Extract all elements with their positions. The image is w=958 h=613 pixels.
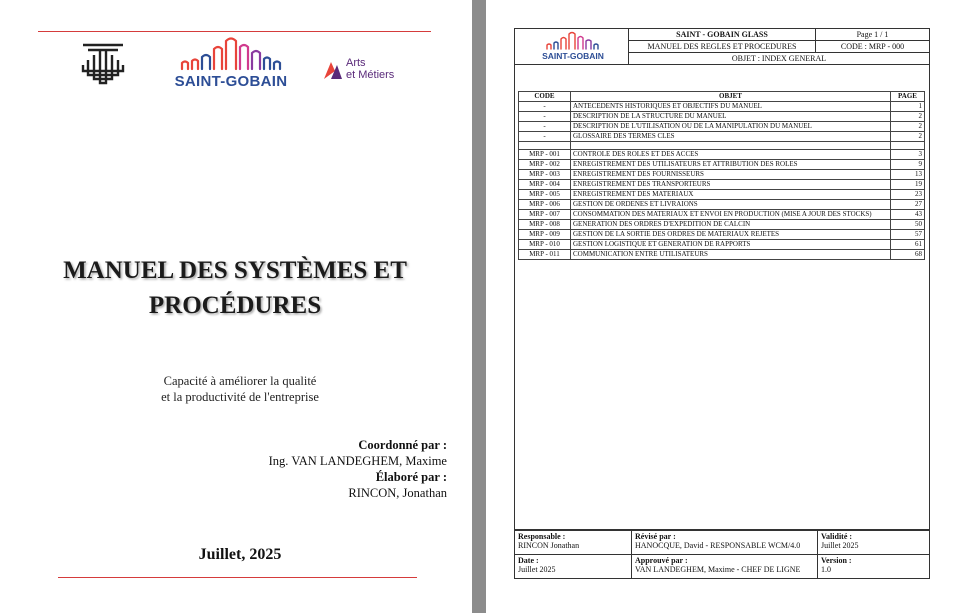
index-row [519,142,925,150]
index-row-code: - [519,122,571,132]
index-row-page: 19 [891,180,925,190]
header-wordmark: SAINT-GOBAIN [542,51,604,61]
general-index-table [518,91,925,260]
index-row [519,112,925,122]
index-row-code: MRP - 007 [519,210,571,220]
index-row [519,200,925,210]
subtitle-line-2: et la productivité de l'entreprise [161,390,319,404]
index-row-code: MRP - 004 [519,180,571,190]
footer-version-value: 1.0 [821,565,831,574]
footer-revise-cell [632,531,818,555]
top-red-rule [38,31,431,32]
index-row-object: GESTION DE ORDENES ET LIVRAIONS [571,200,891,210]
index-row [519,220,925,230]
index-row-page: 13 [891,170,925,180]
header-company: SAINT - GOBAIN GLASS [629,29,816,41]
header-saint-gobain-logo [533,31,613,63]
index-row-code: MRP - 011 [519,250,571,260]
header-page-number: Page 1 / 1 [816,29,930,41]
index-row-object: CONTROLE DES ROLES ET DES ACCES [571,150,891,160]
index-row-page: 9 [891,160,925,170]
elaborated-value: RINCON, Jonathan [348,486,447,500]
footer-date-cell [515,555,632,579]
index-row-object: GENERATION DES ORDRES D'EXPEDITION DE CALCIN [571,220,891,230]
index-row-page: 57 [891,230,925,240]
footer-validite-value: Juillet 2025 [821,541,859,550]
arts-et-metiers-mark-icon [322,59,344,81]
index-page [486,0,958,613]
footer-responsable-value: RINCON Jonathan [518,541,580,550]
index-row-page [891,142,925,150]
index-row-object: ENREGISTREMENT DES FOURNISSEURS [571,170,891,180]
saint-gobain-skyline-icon [160,35,302,75]
index-row-page: 2 [891,132,925,142]
index-row-code: MRP - 008 [519,220,571,230]
index-row [519,170,925,180]
index-row [519,150,925,160]
index-row-object: COMMUNICATION ENTRE UTILISATEURS [571,250,891,260]
index-row-code: MRP - 002 [519,160,571,170]
footer-approuve-cell [632,555,818,579]
index-row [519,190,925,200]
coordinated-label: Coordonné par : [358,438,447,452]
credits-block [180,437,447,501]
index-row [519,210,925,220]
index-row [519,180,925,190]
arts-et-metiers-text-1: Arts [346,57,366,69]
index-row-object: ENREGISTREMENT DES MATERIAUX [571,190,891,200]
footer-approuve-value: VAN LANDEGHEM, Maxime - CHEF DE LIGNE [635,565,801,574]
index-row-code: MRP - 009 [519,230,571,240]
institution-emblem-logo [80,41,126,87]
index-row-page: 1 [891,102,925,112]
footer-version-cell [818,555,930,579]
index-header-row [519,92,925,102]
page-divider [472,0,486,613]
index-row-page: 2 [891,112,925,122]
header-logo-cell [515,29,629,65]
index-row [519,132,925,142]
index-row-object: ENREGISTREMENT DES TRANSPORTEURS [571,180,891,190]
arts-et-metiers-text-2: et Métiers [346,69,395,81]
index-row-page: 2 [891,122,925,132]
index-row-page: 27 [891,200,925,210]
index-row-code: - [519,102,571,112]
footer-revise-label: Révisé par : [635,532,676,541]
index-row-page: 50 [891,220,925,230]
index-row [519,122,925,132]
index-row-code [519,142,571,150]
header-object: OBJET : INDEX GENERAL [629,53,930,65]
index-row-object: ENREGISTREMENT DES UTILISATEURS ET ATTRIBUTION DES ROLES [571,160,891,170]
footer-responsable-label: Responsable : [518,532,566,541]
approval-footer-table [514,530,930,579]
index-row-code: - [519,112,571,122]
saint-gobain-wordmark: SAINT-GOBAIN [174,73,288,90]
footer-date-label: Date : [518,556,539,565]
index-row-object [571,142,891,150]
footer-version-label: Version : [821,556,852,565]
elaborated-label: Élaboré par : [375,470,447,484]
index-row-object: GLOSSAIRE DES TERMES CLES [571,132,891,142]
cover-date: Juillet, 2025 [198,546,282,563]
index-row-code: MRP - 006 [519,200,571,210]
footer-revise-value: HANOCQUE, David - RESPONSABLE WCM/4.0 [635,541,801,550]
document-title [30,253,440,323]
header-skyline-icon [533,31,613,51]
index-col-object: OBJET [571,92,891,102]
index-row-code: MRP - 001 [519,150,571,160]
index-row-page: 3 [891,150,925,160]
index-row-code: - [519,132,571,142]
document-title-line-2: PROCÉDURES [148,292,322,319]
index-row-code: MRP - 005 [519,190,571,200]
index-row-page: 68 [891,250,925,260]
index-row-code: MRP - 010 [519,240,571,250]
header-manual-name: MANUEL DES REGLES ET PROCEDURES [629,41,816,53]
index-row-page: 23 [891,190,925,200]
document-title-line-1: MANUEL DES SYSTÈMES ET [63,257,407,284]
index-row-page: 43 [891,210,925,220]
saint-gobain-logo [160,35,302,93]
footer-approuve-label: Approuvé par : [635,556,688,565]
footer-validite-label: Validité : [821,532,853,541]
footer-responsable-cell [515,531,632,555]
footer-validite-cell [818,531,930,555]
index-row-page: 61 [891,240,925,250]
index-body [519,102,925,260]
footer-date-value: Juillet 2025 [518,565,556,574]
cover-page [0,0,472,613]
header-code: CODE : MRP - 000 [816,41,930,53]
index-row-object: DESCRIPTION DE L'UTILISATION OU DE LA MANIPULATION DU MANUEL [571,122,891,132]
coordinated-value: Ing. VAN LANDEGHEM, Maxime [268,454,447,468]
document-header-table [514,28,930,65]
index-col-page: PAGE [891,92,925,102]
index-row [519,160,925,170]
arts-et-metiers-logo [322,57,420,83]
index-row-code: MRP - 003 [519,170,571,180]
index-row-object: GESTION LOGISTIQUE ET GENERATION DE RAPPORTS [571,240,891,250]
document-subtitle [100,373,380,405]
index-row [519,102,925,112]
index-row-object: GESTION DE LA SORTIE DES ORDRES DE MATERIAUX REJETES [571,230,891,240]
bottom-red-rule [58,577,417,578]
index-row [519,230,925,240]
subtitle-line-1: Capacité à améliorer la qualité [163,374,317,388]
index-row [519,250,925,260]
index-row-object: DESCRIPTION DE LA STRUCTURE DU MANUEL [571,112,891,122]
index-row-object: ANTECEDENTS HISTORIQUES ET OBJECTIFS DU MANUEL [571,102,891,112]
index-row [519,240,925,250]
index-col-code: CODE [519,92,571,102]
index-row-object: CONSOMMATION DES MATERIAUX ET ENVOI EN PRODUCTION (MISE A JOUR DES STOCKS) [571,210,891,220]
